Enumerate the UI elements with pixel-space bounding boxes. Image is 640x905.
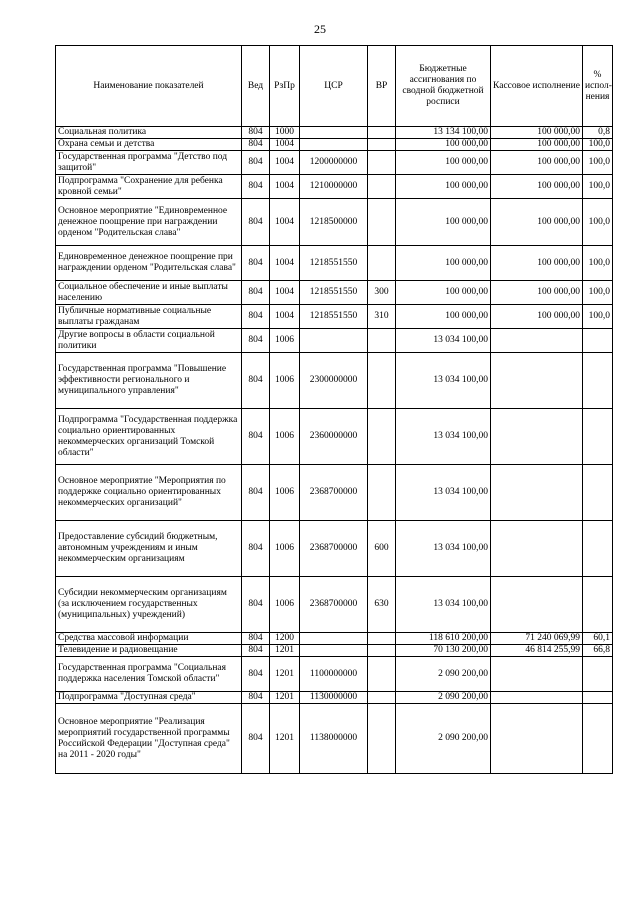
cell-vr <box>368 127 396 139</box>
cell-budget: 118 610 200,00 <box>396 633 491 645</box>
cell-budget: 13 034 100,00 <box>396 521 491 577</box>
cell-name: Основное мероприятие "Мероприятия по поддержке социально ориентированных некоммерческих организаций" <box>56 465 242 521</box>
table-row <box>56 329 613 353</box>
cell-ved: 804 <box>242 521 270 577</box>
cell-pct: 100,0 <box>583 305 613 329</box>
table-row <box>56 577 613 633</box>
cell-csr <box>300 329 368 353</box>
cell-ved: 804 <box>242 657 270 692</box>
table-row <box>56 633 613 645</box>
cell-name: Государственная программа "Детство под защитой" <box>56 151 242 175</box>
cell-pct: 100,0 <box>583 151 613 175</box>
table-row <box>56 139 613 151</box>
cell-budget: 100 000,00 <box>396 281 491 305</box>
cell-name: Субсидии некоммерческим организациям (за исключением государственных (муниципальных) учреждений) <box>56 577 242 633</box>
cell-csr: 1218500000 <box>300 199 368 246</box>
cell-ved: 804 <box>242 465 270 521</box>
cell-budget: 100 000,00 <box>396 199 491 246</box>
cell-vr: 630 <box>368 577 396 633</box>
cell-csr: 2368700000 <box>300 521 368 577</box>
cell-ved: 804 <box>242 151 270 175</box>
cell-rzpr: 1004 <box>270 175 300 199</box>
table-row <box>56 692 613 704</box>
cell-name: Государственная программа "Повышение эффективности регионального и муниципального управления" <box>56 353 242 409</box>
table-row <box>56 521 613 577</box>
cell-name: Государственная программа "Социальная поддержка населения Томской области" <box>56 657 242 692</box>
cell-rzpr: 1006 <box>270 353 300 409</box>
cell-rzpr: 1006 <box>270 409 300 465</box>
cell-rzpr: 1000 <box>270 127 300 139</box>
cell-cash: 100 000,00 <box>491 127 583 139</box>
cell-pct <box>583 409 613 465</box>
cell-pct: 0,8 <box>583 127 613 139</box>
cell-ved: 804 <box>242 329 270 353</box>
cell-name: Охрана семьи и детства <box>56 139 242 151</box>
cell-name: Социальное обеспечение и иные выплаты населению <box>56 281 242 305</box>
cell-budget: 13 034 100,00 <box>396 353 491 409</box>
cell-csr: 1218551550 <box>300 281 368 305</box>
cell-vr <box>368 246 396 281</box>
cell-rzpr: 1006 <box>270 329 300 353</box>
cell-rzpr: 1201 <box>270 645 300 657</box>
cell-vr <box>368 692 396 704</box>
cell-budget: 100 000,00 <box>396 305 491 329</box>
cell-name: Другие вопросы в области социальной политики <box>56 329 242 353</box>
cell-rzpr: 1201 <box>270 657 300 692</box>
cell-ved: 804 <box>242 577 270 633</box>
cell-pct: 100,0 <box>583 246 613 281</box>
header-vr: ВР <box>368 46 396 127</box>
cell-cash <box>491 692 583 704</box>
table-row <box>56 704 613 774</box>
cell-vr <box>368 175 396 199</box>
cell-budget: 13 034 100,00 <box>396 409 491 465</box>
cell-vr <box>368 645 396 657</box>
cell-budget: 13 034 100,00 <box>396 577 491 633</box>
cell-rzpr: 1200 <box>270 633 300 645</box>
cell-budget: 13 034 100,00 <box>396 329 491 353</box>
table-row <box>56 409 613 465</box>
cell-budget: 100 000,00 <box>396 246 491 281</box>
cell-ved: 804 <box>242 281 270 305</box>
table-row <box>56 465 613 521</box>
cell-name: Основное мероприятие "Единовременное денежное поощрение при награждении орденом "Родительская слава" <box>56 199 242 246</box>
cell-vr <box>368 633 396 645</box>
cell-cash: 100 000,00 <box>491 305 583 329</box>
header-rzpr: РзПр <box>270 46 300 127</box>
cell-rzpr: 1004 <box>270 246 300 281</box>
cell-csr: 2300000000 <box>300 353 368 409</box>
cell-csr: 1210000000 <box>300 175 368 199</box>
cell-vr <box>368 199 396 246</box>
cell-csr <box>300 633 368 645</box>
header-budget: Бюджетные ассигнования по сводной бюджетной росписи <box>396 46 491 127</box>
cell-budget: 100 000,00 <box>396 139 491 151</box>
table-header-row <box>56 46 613 127</box>
cell-pct <box>583 353 613 409</box>
cell-vr <box>368 704 396 774</box>
cell-pct: 60,1 <box>583 633 613 645</box>
cell-pct: 100,0 <box>583 199 613 246</box>
cell-name: Единовременное денежное поощрение при награждении орденом "Родительская слава" <box>56 246 242 281</box>
cell-cash: 100 000,00 <box>491 199 583 246</box>
cell-ved: 804 <box>242 409 270 465</box>
cell-budget: 70 130 200,00 <box>396 645 491 657</box>
table-row <box>56 353 613 409</box>
budget-table <box>55 45 613 774</box>
cell-name: Социальная политика <box>56 127 242 139</box>
cell-csr: 2368700000 <box>300 465 368 521</box>
cell-ved: 804 <box>242 692 270 704</box>
cell-name: Подпрограмма "Доступная среда" <box>56 692 242 704</box>
cell-csr: 2368700000 <box>300 577 368 633</box>
header-csr: ЦСР <box>300 46 368 127</box>
cell-cash <box>491 521 583 577</box>
cell-vr <box>368 151 396 175</box>
cell-rzpr: 1201 <box>270 704 300 774</box>
cell-pct <box>583 704 613 774</box>
cell-name: Подпрограмма "Государственная поддержка социально ориентированных некоммерческих организаций Томской области" <box>56 409 242 465</box>
cell-csr: 2360000000 <box>300 409 368 465</box>
cell-vr: 600 <box>368 521 396 577</box>
cell-rzpr: 1201 <box>270 692 300 704</box>
cell-cash <box>491 657 583 692</box>
cell-vr: 310 <box>368 305 396 329</box>
cell-vr <box>368 329 396 353</box>
cell-pct: 100,0 <box>583 281 613 305</box>
cell-ved: 804 <box>242 199 270 246</box>
cell-ved: 804 <box>242 645 270 657</box>
cell-ved: 804 <box>242 704 270 774</box>
cell-rzpr: 1006 <box>270 465 300 521</box>
cell-name: Предоставление субсидий бюджетным, автономным учреждениям и иным некоммерческим организациям <box>56 521 242 577</box>
cell-cash <box>491 704 583 774</box>
cell-rzpr: 1006 <box>270 521 300 577</box>
cell-cash <box>491 329 583 353</box>
cell-budget: 2 090 200,00 <box>396 657 491 692</box>
cell-pct <box>583 657 613 692</box>
cell-csr <box>300 139 368 151</box>
cell-pct <box>583 465 613 521</box>
cell-budget: 13 134 100,00 <box>396 127 491 139</box>
cell-name: Публичные нормативные социальные выплаты гражданам <box>56 305 242 329</box>
cell-cash <box>491 577 583 633</box>
cell-csr <box>300 645 368 657</box>
cell-pct <box>583 329 613 353</box>
cell-pct: 100,0 <box>583 139 613 151</box>
header-cash: Кассовое исполнение <box>491 46 583 127</box>
header-pct: % испол-нения <box>583 46 613 127</box>
cell-pct: 100,0 <box>583 175 613 199</box>
cell-budget: 100 000,00 <box>396 151 491 175</box>
cell-cash <box>491 409 583 465</box>
cell-ved: 804 <box>242 246 270 281</box>
cell-rzpr: 1004 <box>270 139 300 151</box>
header-ved: Вед <box>242 46 270 127</box>
cell-csr: 1218551550 <box>300 305 368 329</box>
cell-ved: 804 <box>242 139 270 151</box>
cell-cash <box>491 465 583 521</box>
cell-name: Телевидение и радиовещание <box>56 645 242 657</box>
cell-cash: 46 814 255,99 <box>491 645 583 657</box>
cell-cash: 100 000,00 <box>491 281 583 305</box>
cell-csr: 1138000000 <box>300 704 368 774</box>
cell-ved: 804 <box>242 305 270 329</box>
cell-csr: 1200000000 <box>300 151 368 175</box>
header-name: Наименование показателей <box>56 46 242 127</box>
cell-ved: 804 <box>242 353 270 409</box>
cell-budget: 2 090 200,00 <box>396 704 491 774</box>
cell-name: Подпрограмма "Сохранение для ребенка кровной семьи" <box>56 175 242 199</box>
cell-cash: 71 240 069,99 <box>491 633 583 645</box>
cell-rzpr: 1004 <box>270 199 300 246</box>
cell-csr: 1218551550 <box>300 246 368 281</box>
table-row <box>56 151 613 175</box>
cell-ved: 804 <box>242 127 270 139</box>
cell-cash: 100 000,00 <box>491 139 583 151</box>
cell-vr <box>368 657 396 692</box>
table-row <box>56 281 613 305</box>
cell-vr: 300 <box>368 281 396 305</box>
cell-pct <box>583 521 613 577</box>
cell-cash <box>491 353 583 409</box>
cell-vr <box>368 409 396 465</box>
table-row <box>56 305 613 329</box>
cell-budget: 13 034 100,00 <box>396 465 491 521</box>
table-row <box>56 657 613 692</box>
cell-ved: 804 <box>242 633 270 645</box>
cell-budget: 100 000,00 <box>396 175 491 199</box>
cell-name: Средства массовой информации <box>56 633 242 645</box>
table-row <box>56 127 613 139</box>
cell-csr <box>300 127 368 139</box>
cell-pct: 66,8 <box>583 645 613 657</box>
table-row <box>56 645 613 657</box>
cell-csr: 1100000000 <box>300 657 368 692</box>
cell-pct <box>583 577 613 633</box>
cell-budget: 2 090 200,00 <box>396 692 491 704</box>
table-row <box>56 175 613 199</box>
cell-csr: 1130000000 <box>300 692 368 704</box>
cell-rzpr: 1006 <box>270 577 300 633</box>
cell-rzpr: 1004 <box>270 281 300 305</box>
cell-cash: 100 000,00 <box>491 151 583 175</box>
cell-vr <box>368 465 396 521</box>
table-row <box>56 199 613 246</box>
cell-cash: 100 000,00 <box>491 246 583 281</box>
cell-rzpr: 1004 <box>270 305 300 329</box>
table-row <box>56 246 613 281</box>
cell-vr <box>368 139 396 151</box>
cell-vr <box>368 353 396 409</box>
page-number: 25 <box>314 22 326 36</box>
cell-rzpr: 1004 <box>270 151 300 175</box>
table-body <box>56 127 613 774</box>
cell-cash: 100 000,00 <box>491 175 583 199</box>
cell-name: Основное мероприятие "Реализация мероприятий государственной программы Российской Федерации "Доступная среда" на 2011 - 2020 годы" <box>56 704 242 774</box>
cell-ved: 804 <box>242 175 270 199</box>
cell-pct <box>583 692 613 704</box>
